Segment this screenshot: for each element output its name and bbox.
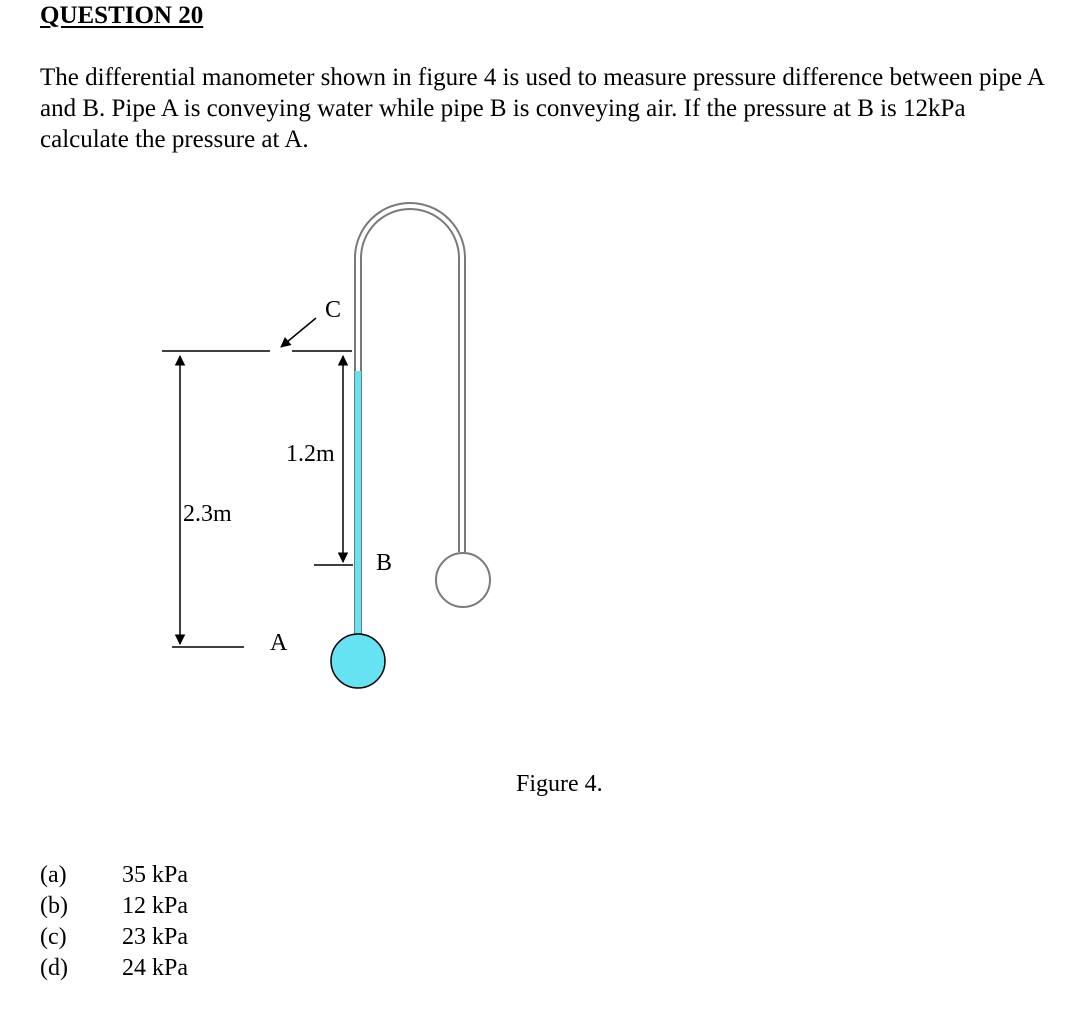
option-label: (b): [40, 893, 68, 919]
option-label: (d): [40, 955, 68, 981]
option-value: 24 kPa: [122, 955, 188, 981]
option-value: 35 kPa: [122, 862, 188, 888]
option-c[interactable]: [40, 922, 188, 953]
pipe-b: [436, 553, 490, 607]
option-b[interactable]: [40, 891, 188, 922]
label-c: C: [325, 297, 342, 323]
option-d[interactable]: [40, 953, 188, 984]
water-column: [355, 371, 361, 639]
option-value: 12 kPa: [122, 893, 188, 919]
pipe-a: [331, 634, 385, 688]
question-text: The differential manometer shown in figure 4 is used to measure pressure difference between pipe A and B. Pipe A is conveying water while pipe B is conveying air. If the pressure at B is 12kPa calculate the pressure at A.: [40, 64, 1044, 153]
option-a[interactable]: [40, 860, 188, 891]
option-label: (a): [40, 862, 67, 888]
option-label: (c): [40, 924, 67, 950]
figure-caption: Figure 4.: [516, 771, 603, 797]
dimension-label-2-3m: 2.3m: [183, 501, 232, 527]
pointer-arrow-c: [281, 318, 316, 347]
label-a: A: [270, 630, 288, 656]
question-heading: QUESTION 20: [40, 2, 204, 29]
option-value: 23 kPa: [122, 924, 188, 950]
label-b: B: [376, 550, 393, 576]
dimension-label-1-2m: 1.2m: [286, 441, 335, 467]
answer-options: [40, 860, 188, 984]
